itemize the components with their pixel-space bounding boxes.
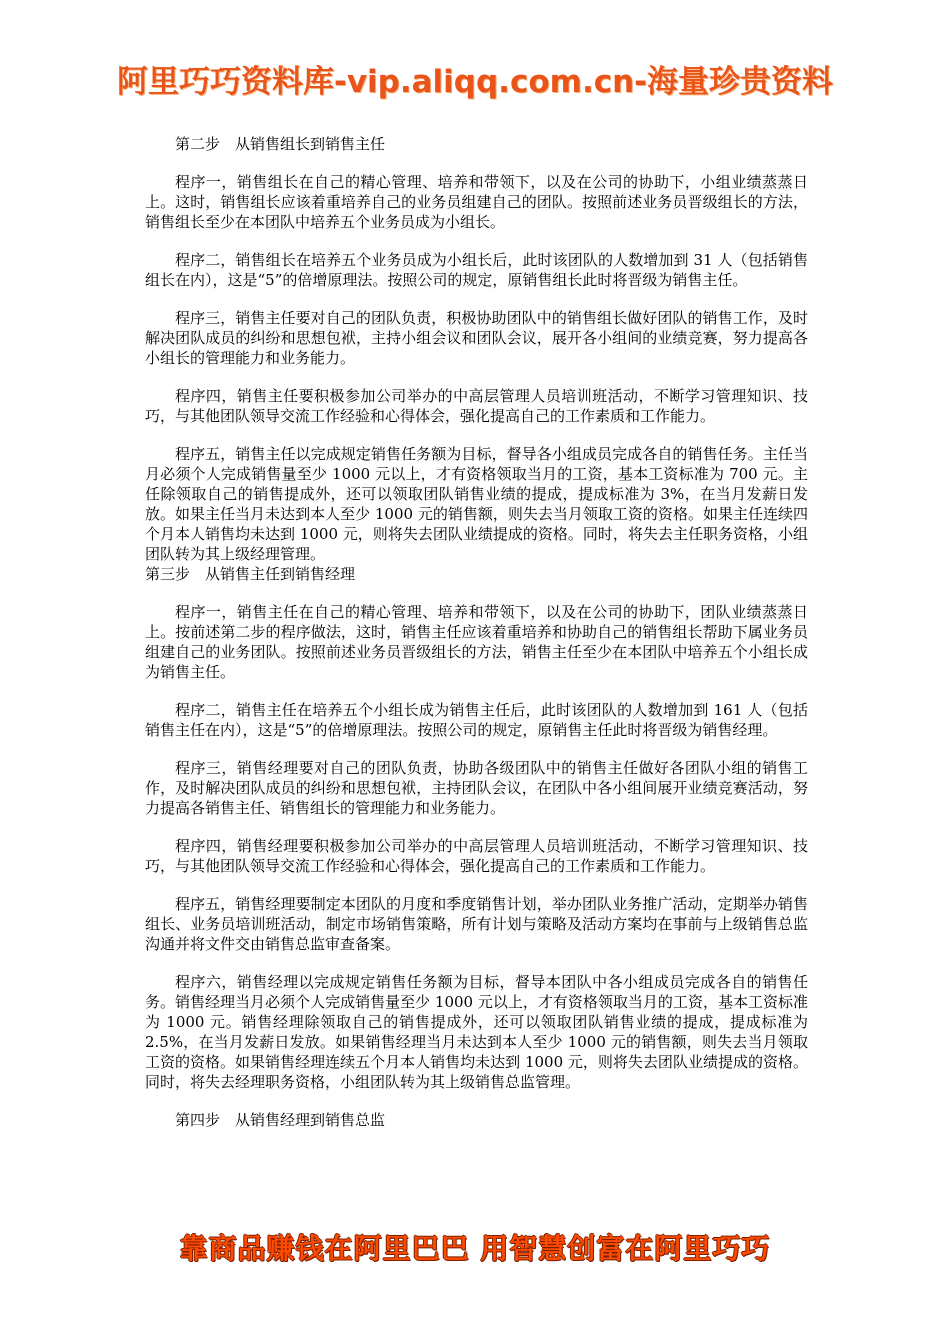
step-2-heading: 第二步 从销售组长到销售主任 <box>175 135 386 153</box>
step-2-procedure-5: 程序五，销售主任以完成规定销售任务额为目标，督导各小组成员完成各自的销售任务。主任当月必须个人完成销售量至少 1000 元以上，才有资格领取当月的工资，基本工资标准为 700 元。主任除领取自己的销售提成外，还可以领取团队销售业绩的提成，提成标准为 3%，在当月发薪日发放。如果主任当月未达到本人至少 1000 元的销售额，则失去当月领取工资的资格。如果主任连续四个月本人销售均未达到 1000 元，则将失去团队业绩提成的资格。同时，将失去主任职务资格，小组团队转为其上级经理管理。 <box>145 445 808 563</box>
step-2-procedure-1: 程序一，销售组长在自己的精心管理、培养和带领下，以及在公司的协助下，小组业绩蒸蒸日上。这时，销售组长应该着重培养自己的业务员组建自己的团队。按照前述业务员晋级组长的方法，销售组长至少在本团队中培养五个业务员成为小组长。 <box>145 173 808 231</box>
step-3-procedure-4: 程序四，销售经理要积极参加公司举办的中高层管理人员培训班活动，不断学习管理知识、技巧，与其他团队领导交流工作经验和心得体会，强化提高自己的工作素质和工作能力。 <box>145 837 808 875</box>
step-4-heading: 第四步 从销售经理到销售总监 <box>175 1111 386 1129</box>
step-2-procedure-3: 程序三，销售主任要对自己的团队负责，积极协助团队中的销售组长做好团队的销售工作，及时解决团队成员的纠纷和思想包袱，主持小组会议和团队会议，展开各小组间的业绩竞赛，努力提高各小组长的管理能力和业务能力。 <box>145 309 808 367</box>
step-3-procedure-1: 程序一，销售主任在自己的精心管理、培养和带领下，以及在公司的协助下，团队业绩蒸蒸日上。按前述第二步的程序做法，这时，销售主任应该着重培养和协助自己的销售组长帮助下属业务员组建自己的业务团队。按照前述业务员晋级组长的方法，销售主任至少在本团队中培养五个小组长成为销售主任。 <box>145 603 808 681</box>
document-body <box>145 134 808 1130</box>
step-3-procedure-5: 程序五，销售经理要制定本团队的月度和季度销售计划，举办团队业务推广活动，定期举办销售组长、业务员培训班活动，制定市场销售策略，所有计划与策略及活动方案均在事前与上级销售总监沟通并将文件交由销售总监审查备案。 <box>145 895 808 953</box>
step-3-heading: 第三步 从销售主任到销售经理 <box>145 565 356 583</box>
step-3-procedure-2: 程序二，销售主任在培养五个小组长成为销售主任后，此时该团队的人数增加到 161 人（包括销售主任在内），这是“5”的倍增原理法。按照公司的规定，原销售主任此时将晋级为销售经理。 <box>145 701 808 739</box>
step-3-procedure-6: 程序六，销售经理以完成规定销售任务额为目标，督导本团队中各小组成员完成各自的销售任务。销售经理当月必须个人完成销售量至少 1000 元以上，才有资格领取当月的工资，基本工资标准为 1000 元。销售经理除领取自己的销售提成外，还可以领取团队销售业绩的提成，提成标准为 2.5%，在当月发薪日发放。如果销售经理当月未达到本人至少 1000 元的销售额，则失去当月领取工资的资格。如果销售经理连续五个月本人销售均未达到 1000 元，则将失去团队业绩提成的资格。同时，将失去经理职务资格，小组团队转为其上级销售总监管理。 <box>145 973 808 1091</box>
step-2-procedure-4: 程序四，销售主任要积极参加公司举办的中高层管理人员培训班活动，不断学习管理知识、技巧，与其他团队领导交流工作经验和心得体会，强化提高自己的工作素质和工作能力。 <box>145 387 808 425</box>
header-banner: 阿里巧巧资料库-vip.aliqq.com.cn-海量珍贵资料 <box>116 64 834 100</box>
step-3-procedure-3: 程序三，销售经理要对自己的团队负责，协助各级团队中的销售主任做好各团队小组的销售工作，及时解决团队成员的纠纷和思想包袱，主持团队会议，在团队中各小组间展开业绩竞赛活动，努力提高各销售主任、销售组长的管理能力和业务能力。 <box>145 759 808 817</box>
footer-banner: 靠商品赚钱在阿里巴巴 用智慧创富在阿里巧巧 <box>179 1232 771 1265</box>
step-2-procedure-2: 程序二，销售组长在培养五个业务员成为小组长后，此时该团队的人数增加到 31 人（包括销售组长在内），这是“5”的倍增原理法。按照公司的规定，原销售组长此时将晋级为销售主任。 <box>145 251 808 289</box>
